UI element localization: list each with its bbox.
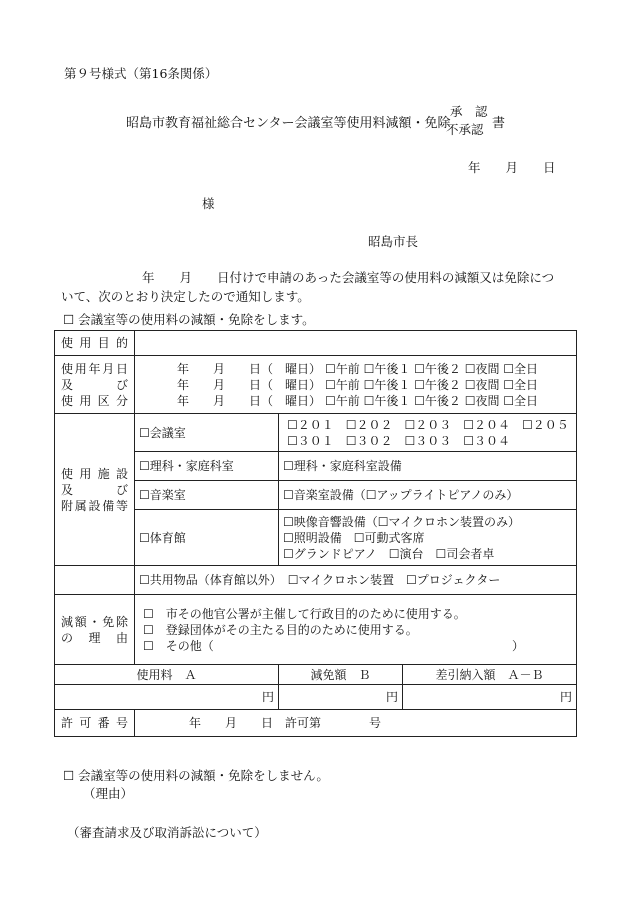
purpose-label: 使用目的 — [61, 336, 128, 350]
gym-equipment-3: ☐グランドピアノ ☐演台 ☐司会者卓 — [283, 546, 495, 561]
reason-other-close: ） — [511, 638, 524, 653]
title-approve: 承 認 — [450, 104, 488, 119]
date-label-line-2: 及 び — [61, 377, 128, 392]
purpose-row — [55, 331, 577, 356]
appeal-heading: （審査請求及び取消訴訟について） — [67, 825, 267, 840]
disapprove-option: ☐ 会議室等の使用料の減額・免除をしません。 — [63, 768, 329, 783]
fee-header-row — [55, 665, 577, 685]
fee-ab-yen: 円 — [403, 685, 577, 710]
reason-official: ☐ 市その他官公署が主催して行政目的のために使用する。 — [143, 606, 466, 621]
shared-items-row — [55, 566, 577, 595]
fee-b-yen: 円 — [279, 685, 403, 710]
document-title: 昭島市教育福祉総合センター会議室等使用料減額・免除 — [126, 116, 451, 131]
gym-equipment-1: ☐映像音響設備（☐マイクロホン装置のみ） — [283, 514, 521, 529]
science-room-equipment: ☐理科・家庭科室設備 — [279, 452, 577, 481]
title-suffix: 書 — [492, 116, 506, 131]
reason-row — [55, 595, 577, 665]
decision-form-table — [54, 330, 577, 737]
permit-row — [55, 710, 577, 737]
fee-header-ab: 差引納入額 Ａ－Ｂ — [403, 665, 577, 685]
usage-date-row — [55, 356, 577, 414]
fee-header-b: 減免額 Ｂ — [279, 665, 403, 685]
intro-line-2: いて、次のとおり決定したので通知します。 — [61, 289, 310, 304]
usage-date-line: 年 月 日（ 曜日） ☐午前 ☐午後１ ☐午後２ ☐夜間 ☐全日 — [177, 393, 539, 408]
fee-header-a: 使用料 Ａ — [55, 665, 279, 685]
facility-label-line-3: 附属設備等 — [61, 498, 128, 513]
date-label-line-3: 使用区分 — [61, 393, 128, 408]
permit-value: 年 月 日 許可第 号 — [135, 710, 577, 737]
facility-label-line-2: 及 び — [61, 482, 128, 497]
addressee-suffix: 様 — [202, 196, 215, 211]
form-number: 第９号様式（第16条関係） — [64, 66, 218, 81]
music-room-equipment: ☐音楽室設備（☐アップライトピアノのみ） — [279, 481, 577, 510]
purpose-value — [135, 331, 577, 356]
shared-items: ☐共用物品（体育館以外） ☐マイクロホン装置 ☐プロジェクター — [135, 566, 577, 595]
reason-heading: （理由） — [83, 786, 134, 801]
approve-option: ☐ 会議室等の使用料の減額・免除をします。 — [63, 312, 315, 327]
issuer: 昭島市長 — [368, 234, 419, 249]
fee-value-row — [55, 685, 577, 710]
permit-label: 許可番号 — [61, 716, 128, 730]
gym-equipment-2: ☐照明設備 ☐可動式客席 — [283, 530, 425, 545]
reason-label-line-1: 減額・免除 — [61, 614, 128, 629]
meeting-room-options-2: ☐３０１ ☐３０２ ☐３０３ ☐３０４ — [287, 433, 511, 448]
meeting-room-options-1: ☐２０１ ☐２０２ ☐２０３ ☐２０４ ☐２０５ — [287, 417, 569, 432]
usage-date-line: 年 月 日（ 曜日） ☐午前 ☐午後１ ☐午後２ ☐夜間 ☐全日 — [177, 361, 539, 376]
title-disapprove: 不承認 — [446, 122, 484, 137]
intro-line-1: 年 月 日付けで申請のあった会議室等の使用料の減額又は免除につ — [142, 270, 555, 285]
meeting-room-label: ☐会議室 — [135, 414, 279, 452]
usage-date-line: 年 月 日（ 曜日） ☐午前 ☐午後１ ☐午後２ ☐夜間 ☐全日 — [177, 377, 539, 392]
fee-a-yen: 円 — [55, 685, 279, 710]
date-label-line-1: 使用年月日 — [61, 361, 128, 376]
issue-date: 年 月 日 — [468, 160, 556, 175]
reason-registered-group: ☐ 登録団体がその主たる目的のために使用する。 — [143, 622, 418, 637]
facility-label-line-1: 使用施設 — [61, 466, 128, 481]
gym-label: ☐体育館 — [135, 510, 279, 566]
reason-label-line-2: の 理 由 — [61, 630, 128, 645]
science-room-label: ☐理科・家庭科室 — [135, 452, 279, 481]
music-room-label: ☐音楽室 — [135, 481, 279, 510]
meeting-room-row — [55, 414, 577, 452]
reason-other: ☐ その他（ — [143, 638, 214, 653]
